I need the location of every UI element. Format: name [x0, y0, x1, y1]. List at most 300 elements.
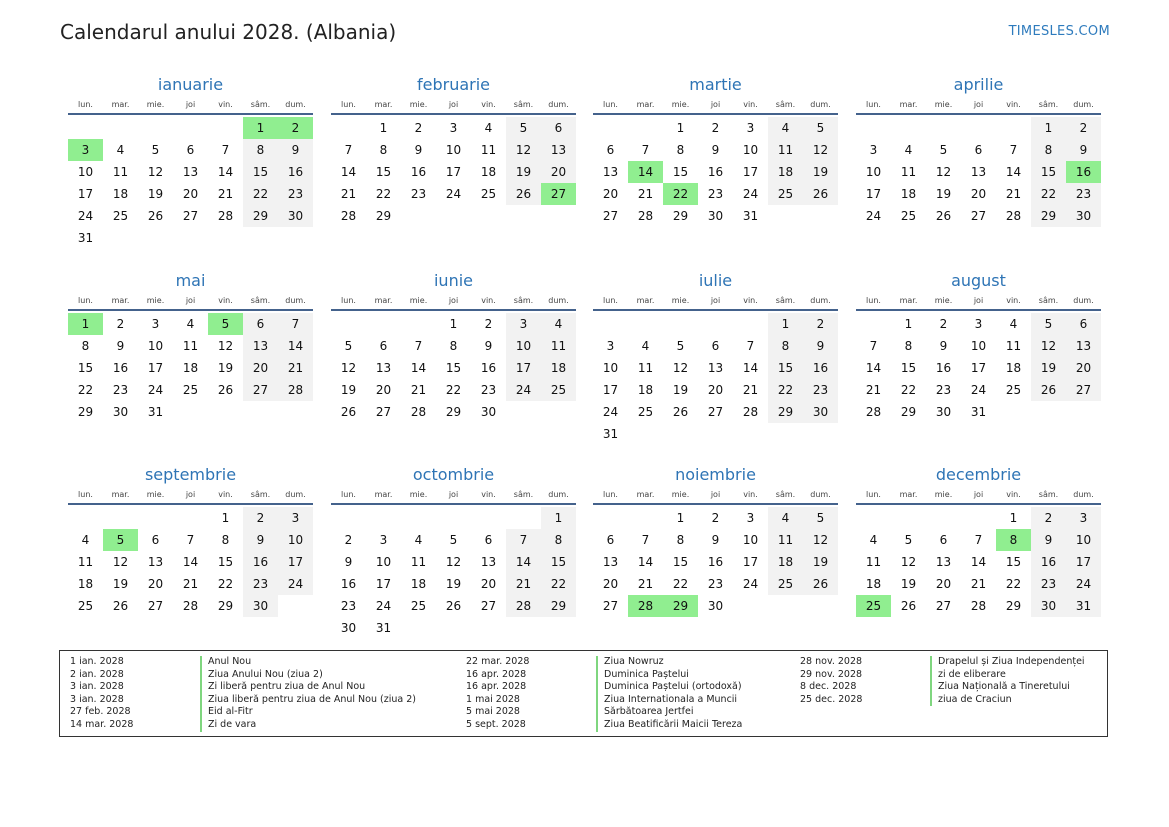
day-cell: 20 — [602, 577, 619, 591]
day-cell: 3 — [379, 533, 388, 547]
weekday-label: dum. — [1073, 490, 1094, 499]
day-cell: 12 — [672, 361, 689, 375]
week-row — [68, 379, 313, 401]
day-cell: 1 — [1009, 511, 1018, 525]
weekday-header — [331, 99, 576, 115]
weekday-label: sâm. — [513, 490, 534, 499]
day-cell: 16 — [278, 161, 313, 183]
week-row — [593, 507, 838, 529]
week-row — [331, 529, 576, 551]
legend-holiday-name: Ziua Nowruz — [596, 656, 664, 669]
week-row — [593, 161, 838, 183]
day-cell: 12 — [112, 555, 129, 569]
day-cell: 8 — [676, 533, 685, 547]
day-cell: 23 — [1066, 183, 1101, 205]
legend-date: 1 ian. 2028 — [70, 656, 124, 667]
day-cell: 13 — [602, 165, 619, 179]
day-cell: 25 — [900, 209, 917, 223]
month-decembrie — [856, 465, 1101, 617]
day-cell: 17 — [445, 165, 462, 179]
day-cell: 18 — [768, 551, 803, 573]
day-cell: 16 — [935, 361, 952, 375]
weekday-label: lun. — [866, 100, 881, 109]
day-cell: 7 — [869, 339, 878, 353]
day-cell: 13 — [707, 361, 724, 375]
empty-day-cell — [506, 617, 541, 639]
day-cell: 12 — [1031, 335, 1066, 357]
empty-day-cell — [401, 205, 436, 227]
day-cell: 26 — [506, 183, 541, 205]
day-cell: 20 — [541, 161, 576, 183]
day-cell: 18 — [900, 187, 917, 201]
month-noiembrie — [593, 465, 838, 617]
week-row — [856, 313, 1101, 335]
day-cell: 9 — [803, 335, 838, 357]
day-cell: 8 — [768, 335, 803, 357]
empty-day-cell — [593, 117, 628, 139]
week-row — [593, 205, 838, 227]
empty-day-cell — [768, 595, 803, 617]
legend-date: 2 ian. 2028 — [70, 668, 124, 680]
empty-day-cell — [628, 423, 663, 445]
weekday-label: mie. — [671, 100, 690, 109]
day-cell: 17 — [77, 187, 94, 201]
day-cell: 19 — [147, 187, 164, 201]
day-cell: 15 — [217, 555, 234, 569]
empty-day-cell — [103, 227, 138, 249]
day-cell: 30 — [803, 401, 838, 423]
day-cell: 10 — [970, 339, 987, 353]
legend-date: 5 mai 2028 — [466, 706, 520, 718]
day-cell: 1 — [676, 121, 685, 135]
day-cell: 17 — [278, 551, 313, 573]
day-cell: 2 — [116, 317, 125, 331]
week-row — [68, 595, 313, 617]
day-cell: 6 — [974, 143, 983, 157]
week-row — [856, 507, 1101, 529]
weekday-header — [593, 295, 838, 311]
weekday-label: sâm. — [1038, 296, 1059, 305]
weekday-label: vin. — [481, 296, 496, 305]
day-cell: 26 — [935, 209, 952, 223]
weekday-label: joi — [185, 100, 196, 109]
day-cell: 22 — [1031, 183, 1066, 205]
empty-day-cell — [996, 401, 1031, 423]
day-cell: 5 — [676, 339, 685, 353]
empty-day-cell — [856, 117, 891, 139]
day-cell: 31 — [147, 405, 164, 419]
day-cell: 9 — [414, 143, 423, 157]
weekday-label: mar. — [111, 296, 130, 305]
weekday-label: dum. — [548, 100, 569, 109]
day-cell: 12 — [803, 529, 838, 551]
legend-holiday-name: Ziua Internationala a Muncii — [596, 694, 737, 707]
week-row — [593, 529, 838, 551]
week-row — [856, 595, 1101, 617]
weekday-label: sâm. — [1038, 490, 1059, 499]
weekday-label: mar. — [636, 296, 655, 305]
legend-holiday-name: ziua de Craciun — [930, 694, 1012, 707]
legend-holiday-name: Anul Nou — [200, 656, 251, 669]
week-row — [593, 117, 838, 139]
week-row — [856, 183, 1101, 205]
holiday-day-cell: 29 — [663, 595, 698, 617]
day-cell: 28 — [742, 405, 759, 419]
week-row — [331, 595, 576, 617]
legend-date: 3 ian. 2028 — [70, 681, 124, 693]
day-cell: 14 — [637, 555, 654, 569]
weekday-label: dum. — [810, 296, 831, 305]
day-cell: 25 — [410, 599, 427, 613]
day-cell: 24 — [602, 405, 619, 419]
week-row — [331, 357, 576, 379]
day-cell: 18 — [865, 577, 882, 591]
month-name: martie — [689, 75, 742, 94]
day-cell: 24 — [742, 577, 759, 591]
week-row — [856, 529, 1101, 551]
day-cell: 14 — [340, 165, 357, 179]
weekday-label: sâm. — [775, 296, 796, 305]
week-row — [331, 573, 576, 595]
empty-day-cell — [471, 507, 506, 529]
weekday-label: dum. — [810, 100, 831, 109]
weekday-label: joi — [448, 490, 459, 499]
day-cell: 14 — [278, 335, 313, 357]
empty-day-cell — [628, 313, 663, 335]
week-row — [331, 161, 576, 183]
weekday-label: mie. — [146, 100, 165, 109]
day-cell: 4 — [641, 339, 650, 353]
weekday-label: joi — [710, 490, 721, 499]
day-cell: 16 — [243, 551, 278, 573]
week-row — [68, 529, 313, 551]
week-row — [856, 335, 1101, 357]
day-cell: 24 — [375, 599, 392, 613]
day-cell: 20 — [1066, 357, 1101, 379]
day-cell: 24 — [77, 209, 94, 223]
day-cell: 22 — [900, 383, 917, 397]
day-cell: 6 — [243, 313, 278, 335]
week-row — [331, 183, 576, 205]
day-cell: 28 — [340, 209, 357, 223]
day-cell: 2 — [1031, 507, 1066, 529]
day-cell: 4 — [768, 507, 803, 529]
day-cell: 28 — [865, 405, 882, 419]
weekday-label: vin. — [743, 490, 758, 499]
day-cell: 4 — [414, 533, 423, 547]
day-cell: 6 — [606, 143, 615, 157]
empty-day-cell — [278, 595, 313, 617]
day-cell: 8 — [221, 533, 230, 547]
day-cell: 27 — [707, 405, 724, 419]
day-cell: 18 — [77, 577, 94, 591]
empty-day-cell — [103, 117, 138, 139]
holiday-day-cell: 1 — [243, 117, 278, 139]
day-cell: 20 — [375, 383, 392, 397]
day-cell: 31 — [742, 209, 759, 223]
weekday-label: lun. — [341, 296, 356, 305]
weekday-label: sâm. — [775, 100, 796, 109]
day-cell: 10 — [742, 143, 759, 157]
empty-day-cell — [593, 507, 628, 529]
day-cell: 3 — [606, 339, 615, 353]
day-cell: 5 — [939, 143, 948, 157]
brand-logo-text[interactable]: TIMESLES.COM — [1008, 24, 1110, 39]
weekday-label: dum. — [1073, 296, 1094, 305]
weekday-label: vin. — [481, 490, 496, 499]
day-cell: 17 — [602, 383, 619, 397]
day-cell: 5 — [449, 533, 458, 547]
day-cell: 6 — [484, 533, 493, 547]
day-cell: 27 — [1066, 379, 1101, 401]
day-cell: 26 — [803, 183, 838, 205]
day-cell: 1 — [221, 511, 230, 525]
week-row — [593, 183, 838, 205]
day-cell: 6 — [1066, 313, 1101, 335]
weekday-label: mie. — [409, 296, 428, 305]
day-cell: 11 — [865, 555, 882, 569]
day-cell: 18 — [1005, 361, 1022, 375]
week-row — [593, 423, 838, 445]
empty-day-cell — [278, 401, 313, 423]
weekday-label: sâm. — [250, 100, 271, 109]
month-name: septembrie — [144, 465, 237, 484]
day-cell: 21 — [506, 573, 541, 595]
day-cell: 3 — [746, 511, 755, 525]
day-cell: 13 — [147, 555, 164, 569]
empty-day-cell — [208, 401, 243, 423]
weekday-label: vin. — [218, 100, 233, 109]
day-cell: 2 — [711, 511, 720, 525]
day-cell: 7 — [1009, 143, 1018, 157]
day-cell: 27 — [935, 599, 952, 613]
day-cell: 7 — [641, 533, 650, 547]
weekday-header — [856, 99, 1101, 115]
month-name: ianuarie — [157, 75, 224, 94]
day-cell: 22 — [445, 383, 462, 397]
weekday-header — [68, 489, 313, 505]
day-cell: 25 — [112, 209, 129, 223]
day-cell: 21 — [182, 577, 199, 591]
legend-date: 5 sept. 2028 — [466, 719, 526, 730]
day-cell: 29 — [1031, 205, 1066, 227]
weekday-label: vin. — [218, 296, 233, 305]
weekday-label: mar. — [374, 296, 393, 305]
day-cell: 20 — [147, 577, 164, 591]
day-cell: 7 — [506, 529, 541, 551]
month-iunie — [331, 271, 576, 423]
month-februarie — [331, 75, 576, 227]
empty-day-cell — [331, 313, 366, 335]
week-row — [593, 313, 838, 335]
day-cell: 8 — [541, 529, 576, 551]
day-cell: 6 — [541, 117, 576, 139]
day-cell: 9 — [278, 139, 313, 161]
day-cell: 8 — [449, 339, 458, 353]
day-cell: 29 — [541, 595, 576, 617]
weekday-label: mar. — [374, 490, 393, 499]
day-cell: 26 — [112, 599, 129, 613]
day-cell: 20 — [935, 577, 952, 591]
day-cell: 19 — [506, 161, 541, 183]
day-cell: 10 — [147, 339, 164, 353]
day-cell: 10 — [375, 555, 392, 569]
empty-day-cell — [138, 227, 173, 249]
weekday-label: sâm. — [250, 490, 271, 499]
day-cell: 18 — [410, 577, 427, 591]
legend-holiday-name: Duminica Paștelui — [596, 669, 689, 682]
day-cell: 20 — [707, 383, 724, 397]
empty-day-cell — [68, 507, 103, 529]
weekday-header — [68, 99, 313, 115]
day-cell: 19 — [803, 161, 838, 183]
day-cell: 24 — [970, 383, 987, 397]
weekday-label: lun. — [603, 100, 618, 109]
holiday-day-cell: 25 — [856, 595, 891, 617]
holiday-legend — [59, 650, 1108, 737]
empty-day-cell — [173, 507, 208, 529]
weekday-label: sâm. — [513, 296, 534, 305]
day-cell: 13 — [1066, 335, 1101, 357]
week-row — [68, 401, 313, 423]
weekday-header — [331, 295, 576, 311]
day-cell: 12 — [935, 165, 952, 179]
legend-date: 25 dec. 2028 — [800, 693, 863, 705]
day-cell: 22 — [217, 577, 234, 591]
empty-day-cell — [506, 205, 541, 227]
day-cell: 15 — [243, 161, 278, 183]
day-cell: 16 — [480, 361, 497, 375]
weekday-label: joi — [973, 490, 984, 499]
weekday-label: vin. — [1006, 296, 1021, 305]
weekday-label: lun. — [341, 490, 356, 499]
week-row — [331, 617, 576, 639]
day-cell: 10 — [865, 165, 882, 179]
week-row — [856, 401, 1101, 423]
day-cell: 14 — [410, 361, 427, 375]
day-cell: 3 — [278, 507, 313, 529]
week-row — [331, 335, 576, 357]
day-cell: 19 — [112, 577, 129, 591]
weekday-label: dum. — [548, 490, 569, 499]
weekday-label: mar. — [899, 296, 918, 305]
day-cell: 31 — [77, 231, 94, 245]
day-cell: 8 — [676, 143, 685, 157]
week-row — [331, 379, 576, 401]
day-cell: 27 — [147, 599, 164, 613]
day-cell: 4 — [186, 317, 195, 331]
empty-day-cell — [436, 617, 471, 639]
day-cell: 9 — [484, 339, 493, 353]
holiday-day-cell: 3 — [68, 139, 103, 161]
day-cell: 15 — [1031, 161, 1066, 183]
month-iulie — [593, 271, 838, 445]
empty-day-cell — [996, 117, 1031, 139]
day-cell: 6 — [151, 533, 160, 547]
empty-day-cell — [366, 313, 401, 335]
day-cell: 5 — [344, 339, 353, 353]
day-cell: 11 — [768, 529, 803, 551]
weekday-label: mie. — [671, 490, 690, 499]
empty-day-cell — [366, 507, 401, 529]
weekday-label: mar. — [899, 100, 918, 109]
day-cell: 23 — [480, 383, 497, 397]
day-cell: 17 — [742, 165, 759, 179]
week-row — [856, 573, 1101, 595]
day-cell: 9 — [711, 533, 720, 547]
day-cell: 21 — [340, 187, 357, 201]
day-cell: 13 — [375, 361, 392, 375]
day-cell: 27 — [480, 599, 497, 613]
weekday-label: lun. — [78, 490, 93, 499]
week-row — [856, 139, 1101, 161]
week-row — [68, 117, 313, 139]
week-row — [68, 335, 313, 357]
weekday-label: mie. — [409, 100, 428, 109]
week-row — [68, 161, 313, 183]
day-cell: 10 — [445, 143, 462, 157]
empty-day-cell — [103, 507, 138, 529]
day-cell: 11 — [1005, 339, 1022, 353]
day-cell: 21 — [637, 577, 654, 591]
weekday-header — [593, 489, 838, 505]
day-cell: 8 — [904, 339, 913, 353]
day-cell: 31 — [1066, 595, 1101, 617]
weekday-label: dum. — [548, 296, 569, 305]
day-cell: 18 — [182, 361, 199, 375]
week-row — [68, 183, 313, 205]
empty-day-cell — [541, 205, 576, 227]
week-row — [68, 313, 313, 335]
day-cell: 3 — [1066, 507, 1101, 529]
empty-day-cell — [401, 313, 436, 335]
day-cell: 13 — [243, 335, 278, 357]
day-cell: 13 — [541, 139, 576, 161]
weekday-label: vin. — [1006, 490, 1021, 499]
day-cell: 6 — [939, 533, 948, 547]
weekday-label: mar. — [636, 100, 655, 109]
legend-holiday-name: Zi de vara — [200, 719, 256, 732]
weekday-label: mie. — [934, 100, 953, 109]
holiday-day-cell: 8 — [996, 529, 1031, 551]
weekday-label: mar. — [374, 100, 393, 109]
day-cell: 25 — [637, 405, 654, 419]
empty-day-cell — [733, 595, 768, 617]
day-cell: 14 — [217, 165, 234, 179]
day-cell: 15 — [541, 551, 576, 573]
day-cell: 23 — [410, 187, 427, 201]
day-cell: 1 — [768, 313, 803, 335]
day-cell: 7 — [186, 533, 195, 547]
day-cell: 23 — [243, 573, 278, 595]
day-cell: 26 — [672, 405, 689, 419]
empty-day-cell — [173, 227, 208, 249]
day-cell: 19 — [935, 187, 952, 201]
day-cell: 28 — [1005, 209, 1022, 223]
legend-date: 16 apr. 2028 — [466, 681, 527, 693]
legend-holiday-name: Ziua liberă pentru ziua de Anul Nou (ziua 2) — [200, 694, 416, 707]
day-cell: 24 — [1066, 573, 1101, 595]
day-cell: 3 — [746, 121, 755, 135]
legend-date: 8 dec. 2028 — [800, 681, 857, 693]
empty-day-cell — [698, 423, 733, 445]
day-cell: 2 — [414, 121, 423, 135]
empty-day-cell — [331, 117, 366, 139]
day-cell: 24 — [506, 379, 541, 401]
day-cell: 3 — [151, 317, 160, 331]
day-cell: 23 — [707, 577, 724, 591]
day-cell: 1 — [379, 121, 388, 135]
